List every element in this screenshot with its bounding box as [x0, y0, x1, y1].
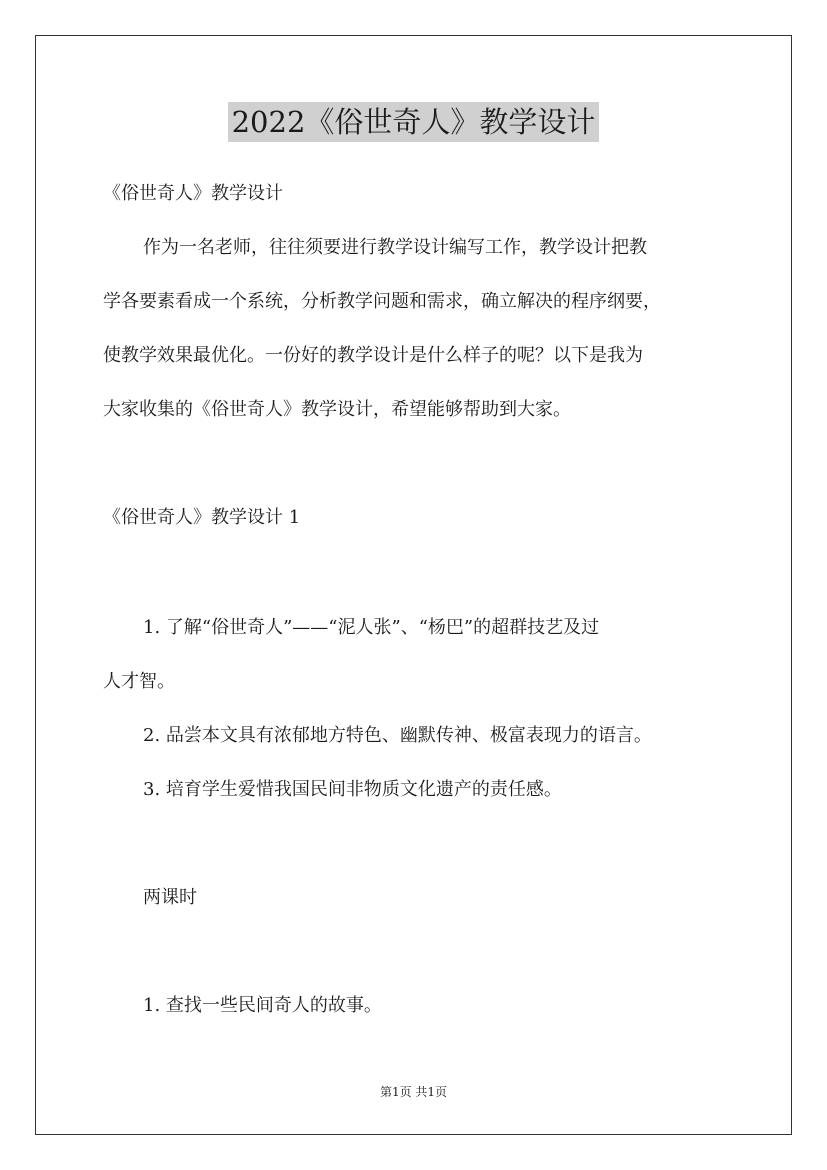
- intro-line: 使教学效果最优化。一份好的教学设计是什么样子的呢？以下是我为: [103, 345, 643, 366]
- page-footer: 第1页 共1页: [379, 1085, 448, 1099]
- title-wrap: [0, 102, 827, 142]
- subtitle: 《俗世奇人》教学设计: [103, 183, 283, 204]
- intro-line: 大家收集的《俗世奇人》教学设计，希望能够帮助到大家。: [103, 399, 571, 420]
- document-title: 2022《俗世奇人》教学设计: [228, 102, 600, 142]
- goal-line: 1. 了解“俗世奇人”——“泥人张”、“杨巴”的超群技艺及过: [143, 617, 600, 638]
- intro-line: 作为一名老师，往往须要进行教学设计编写工作，教学设计把教: [143, 237, 647, 258]
- class-time: 两课时: [143, 887, 197, 908]
- section-heading: 《俗世奇人》教学设计 1: [103, 507, 301, 528]
- goal-line: 人才智。: [103, 671, 175, 692]
- intro-line: 学各要素看成一个系统，分析教学问题和需求，确立解决的程序纲要，: [103, 291, 661, 312]
- goal-line: 3. 培育学生爱惜我国民间非物质文化遗产的责任感。: [143, 779, 562, 800]
- preparation-line: 1. 查找一些民间奇人的故事。: [143, 995, 382, 1016]
- goal-line: 2. 品尝本文具有浓郁地方特色、幽默传神、极富表现力的语言。: [143, 725, 652, 746]
